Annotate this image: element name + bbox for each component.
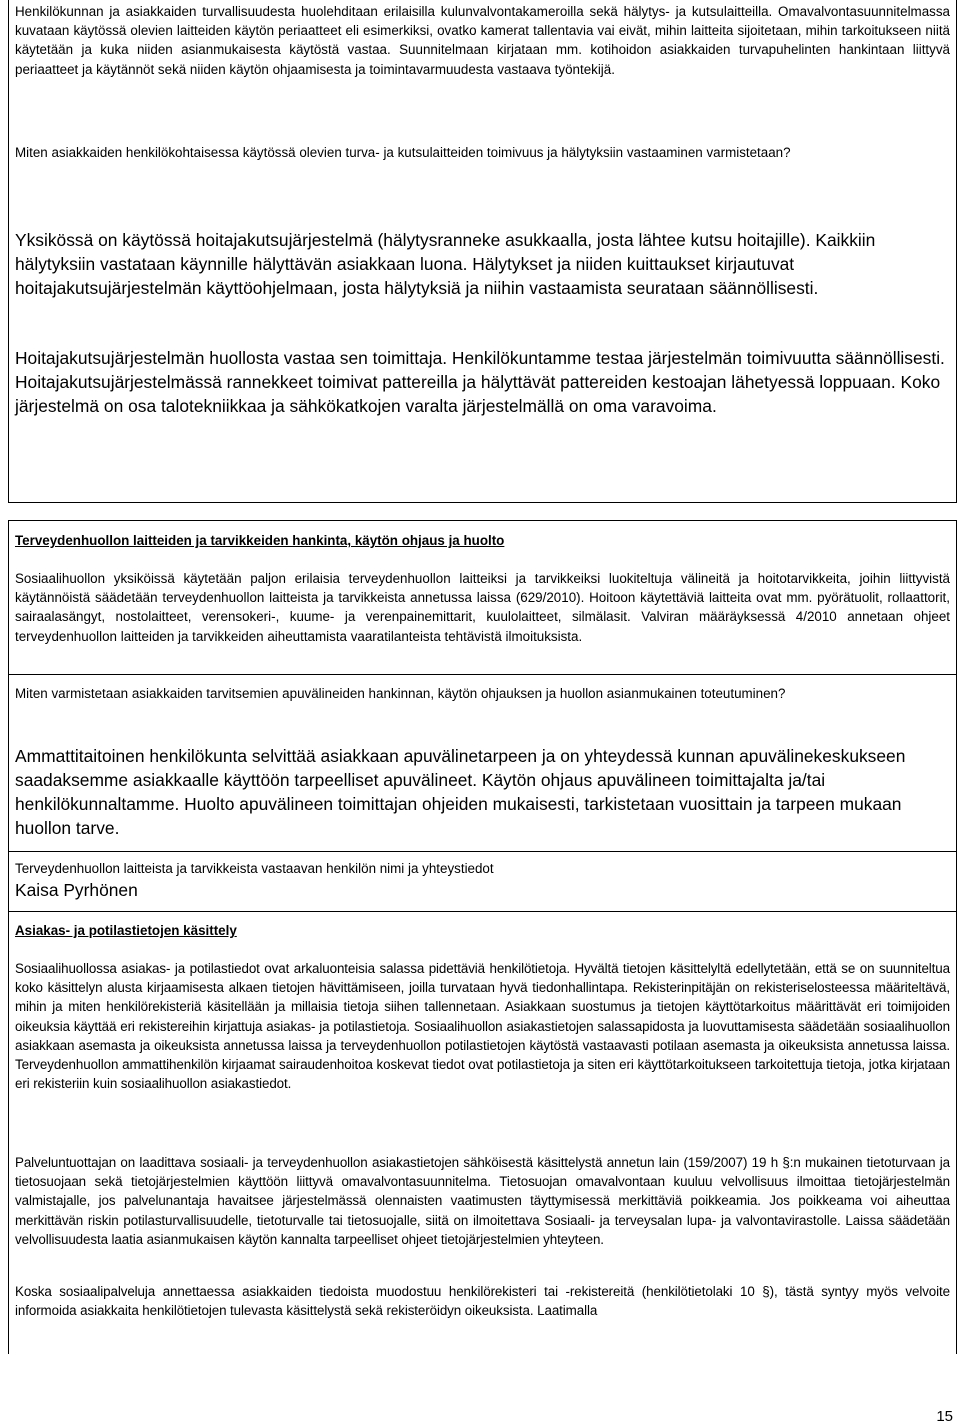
device-safety-box: [8, 0, 957, 503]
safety-devices-answer-1: Yksikössä on käytössä hoitajakutsujärjestelmä (hälytysranneke asukkaalla, josta lähtee kutsu hoitajille). Kaikkiin hälytyksiin vastataan käynnille hälyttävän asiakkaan luona. Hälytykset ja niiden kuittaukset kirjautuvat hoitajakutsujärjestelmän käyttöohjelmaan, josta hälytyksiä ja niihin vastaamista seurataan säännöllisesti.: [15, 230, 876, 298]
health-devices-intro: Sosiaalihuollon yksiköissä käytetään paljon erilaisia terveydenhuollon laitteiksi ja tarvikkeiksi luokiteltuja välineitä ja hoitotarvikkeita, joihin liittyvistä käytännöistä säädetään terveydenhuollon laitteista ja tarvikkeista annetussa laissa (629/2010). Hoitoon käytettäviä laitteita ovat mm. pyörätuolit, rollaattorit, sairaalasängyt, nostolaitteet, verensokeri-, kuume- ja verenpainemittarit, kuulolaitteet, silmälasit. Valviran määräyksessä 4/2010 annetaan ohjeet terveydenhuollon laitteiden ja tarvikkeiden aiheuttamista vaaratilanteista tehtävistä ilmoituksista.: [15, 571, 950, 644]
patient-data-paragraph-2: Palveluntuottajan on laadittava sosiaali- ja terveydenhuollon asiakastietojen sähköisestä käsittelystä annetun lain (159/2007) 19 h §:n mukainen tietoturvaan ja tietosuojaan sekä tietojärjestelmien käyttöön liittyvä omavalvontasuunnitelma. Tietosuojan omavalvontaan kuuluu velvollisuus ilmoittaa tietojärjestelmän valmistajalle, jos palvelunantaja havaitsee järjestelmässä olennaisten vaatimusten täyttymisessä merkittäviä poikkeamia. Jos poikkeama voi aiheuttaa merkittävän riskin potilasturvallisuudelle, tietoturvalle tai tietosuojalle, siitä on ilmoitettava Sosiaali- ja terveysalan lupa- ja valvontavirastolle. Laissa säädetään velvollisuudesta laatia asianmukaisen käytön kannalta tarpeelliset ohjeet tietojärjestelmien yhteyteen.: [15, 1155, 950, 1247]
patient-data-heading: Asiakas- ja potilastietojen käsittely: [15, 923, 237, 938]
divider: [9, 851, 956, 852]
health-devices-box: [8, 520, 957, 1354]
health-devices-heading: Terveydenhuollon laitteiden ja tarvikkeiden hankinta, käytön ohjaus ja huolto: [15, 533, 505, 548]
patient-data-paragraph-3: Koska sosiaalipalveluja annettaessa asiakkaiden tiedoista muodostuu henkilörekisteri tai -rekistereitä (henkilötietolaki 10 §), tästä syntyy myös velvoite informoida asiakkaita henkilötietojen tulevasta käsittelystä sekä rekisteröidyn oikeuksista. Laatimalla: [15, 1284, 950, 1319]
safety-devices-answer-2: Hoitajakutsujärjestelmän huollosta vastaa sen toimittaja. Henkilökuntamme testaa järjestelmän toimivuutta säännöllisesti. Hoitajakutsujärjestelmässä rannekkeet toimivat pattereilla ja hälyttävät pattereiden kestoajan lähetyessä loppuaan. Koko järjestelmä on osa talotekniikkaa ja sähkökatkojen varalta järjestelmällä on oma varavoima.: [15, 348, 945, 416]
assistive-devices-question: Miten varmistetaan asiakkaiden tarvitsemien apuvälineiden hankinnan, käytön ohjauksen ja huollon asianmukainen toteutuminen?: [15, 686, 786, 701]
page-number: 15: [936, 1408, 953, 1425]
safety-devices-intro: Henkilökunnan ja asiakkaiden turvallisuudesta huolehditaan erilaisilla kulunvalvontakameroilla sekä hälytys- ja kutsulaitteilla. Omavalvontasuunnitelmassa kuvataan käytössä olevien laitteiden käytön periaatteet eli esimerkiksi, ovatko kamerat tallentavia vai eivät, mihin laitteita sijoitetaan, mihin tarkoitukseen niitä käytetään ja kuka niiden asianmukaisesta käytöstä vastaa. Suunnitelmaan kirjataan mm. kotihoidon asiakkaiden turvapuhelinten hankintaan liittyvä periaatteet ja käytännöt sekä niiden käytön ohjaamisesta ja toimintavarmuudesta vastaava työntekijä.: [15, 4, 950, 77]
responsible-person-label: Terveydenhuollon laitteista ja tarvikkeista vastaavan henkilön nimi ja yhteystiedot: [15, 861, 494, 876]
assistive-devices-answer: Ammattitaitoinen henkilökunta selvittää asiakkaan apuvälinetarpeen ja on yhteydessä kunnan apuvälinekeskukseen saadaksemme asiakkaalle käyttöön tarpeelliset apuvälineet. Käytön ohjaus apuvälineen toimittajalta ja/tai henkilökunnaltamme. Huolto apuvälineen toimittajan ohjeiden mukaisesti, tarkistetaan vuosittain ja tarpeen mukaan huollon tarve.: [15, 746, 906, 838]
divider: [9, 674, 956, 675]
patient-data-paragraph-1: Sosiaalihuollossa asiakas- ja potilastiedot ovat arkaluonteisia salassa pidettäviä henkilötietoja. Hyvältä tietojen käsittelyltä edellytetään, että se on suunniteltua koko käsittelyn alusta kirjaamisesta alkaen tietojen hävittämiseen, joilla turvataan hyvä tiedonhallintapa. Rekisterinpitäjän on rekisteriselosteessa määriteltävä, mihin ja miten henkilörekisteriä käsitellään ja millaisia tietoja siihen tallennetaan. Asiakkaan suostumus ja tietojen käyttötarkoitus määrittävät eri toimijoiden oikeuksia käyttää eri rekistereihin kirjattuja asiakas- ja potilastietoja. Sosiaalihuollon asiakastietojen salassapidosta ja luovuttamisesta säädetään sosiaalihuollon asiakkaan asemasta ja oikeuksista annetussa laissa ja terveydenhuollon potilastietojen käytöstä vastaavasti potilaan asemasta ja oikeuksista annetussa laissa. Terveydenhuollon ammattihenkilön kirjaamat sairaudenhoitoa koskevat tiedot ovat potilastietoja ja siten eri käyttötarkoitukseen tarkoitettuja tietoja, jotka kirjataan eri rekisteriin kuin sosiaalihuollon asiakastiedot.: [15, 961, 950, 1092]
divider: [9, 911, 956, 912]
safety-devices-question: Miten asiakkaiden henkilökohtaisessa käytössä olevien turva- ja kutsulaitteiden toimivuus ja hälytyksiin vastaaminen varmistetaan?: [15, 145, 791, 160]
responsible-person-name: Kaisa Pyrhönen: [15, 880, 138, 900]
